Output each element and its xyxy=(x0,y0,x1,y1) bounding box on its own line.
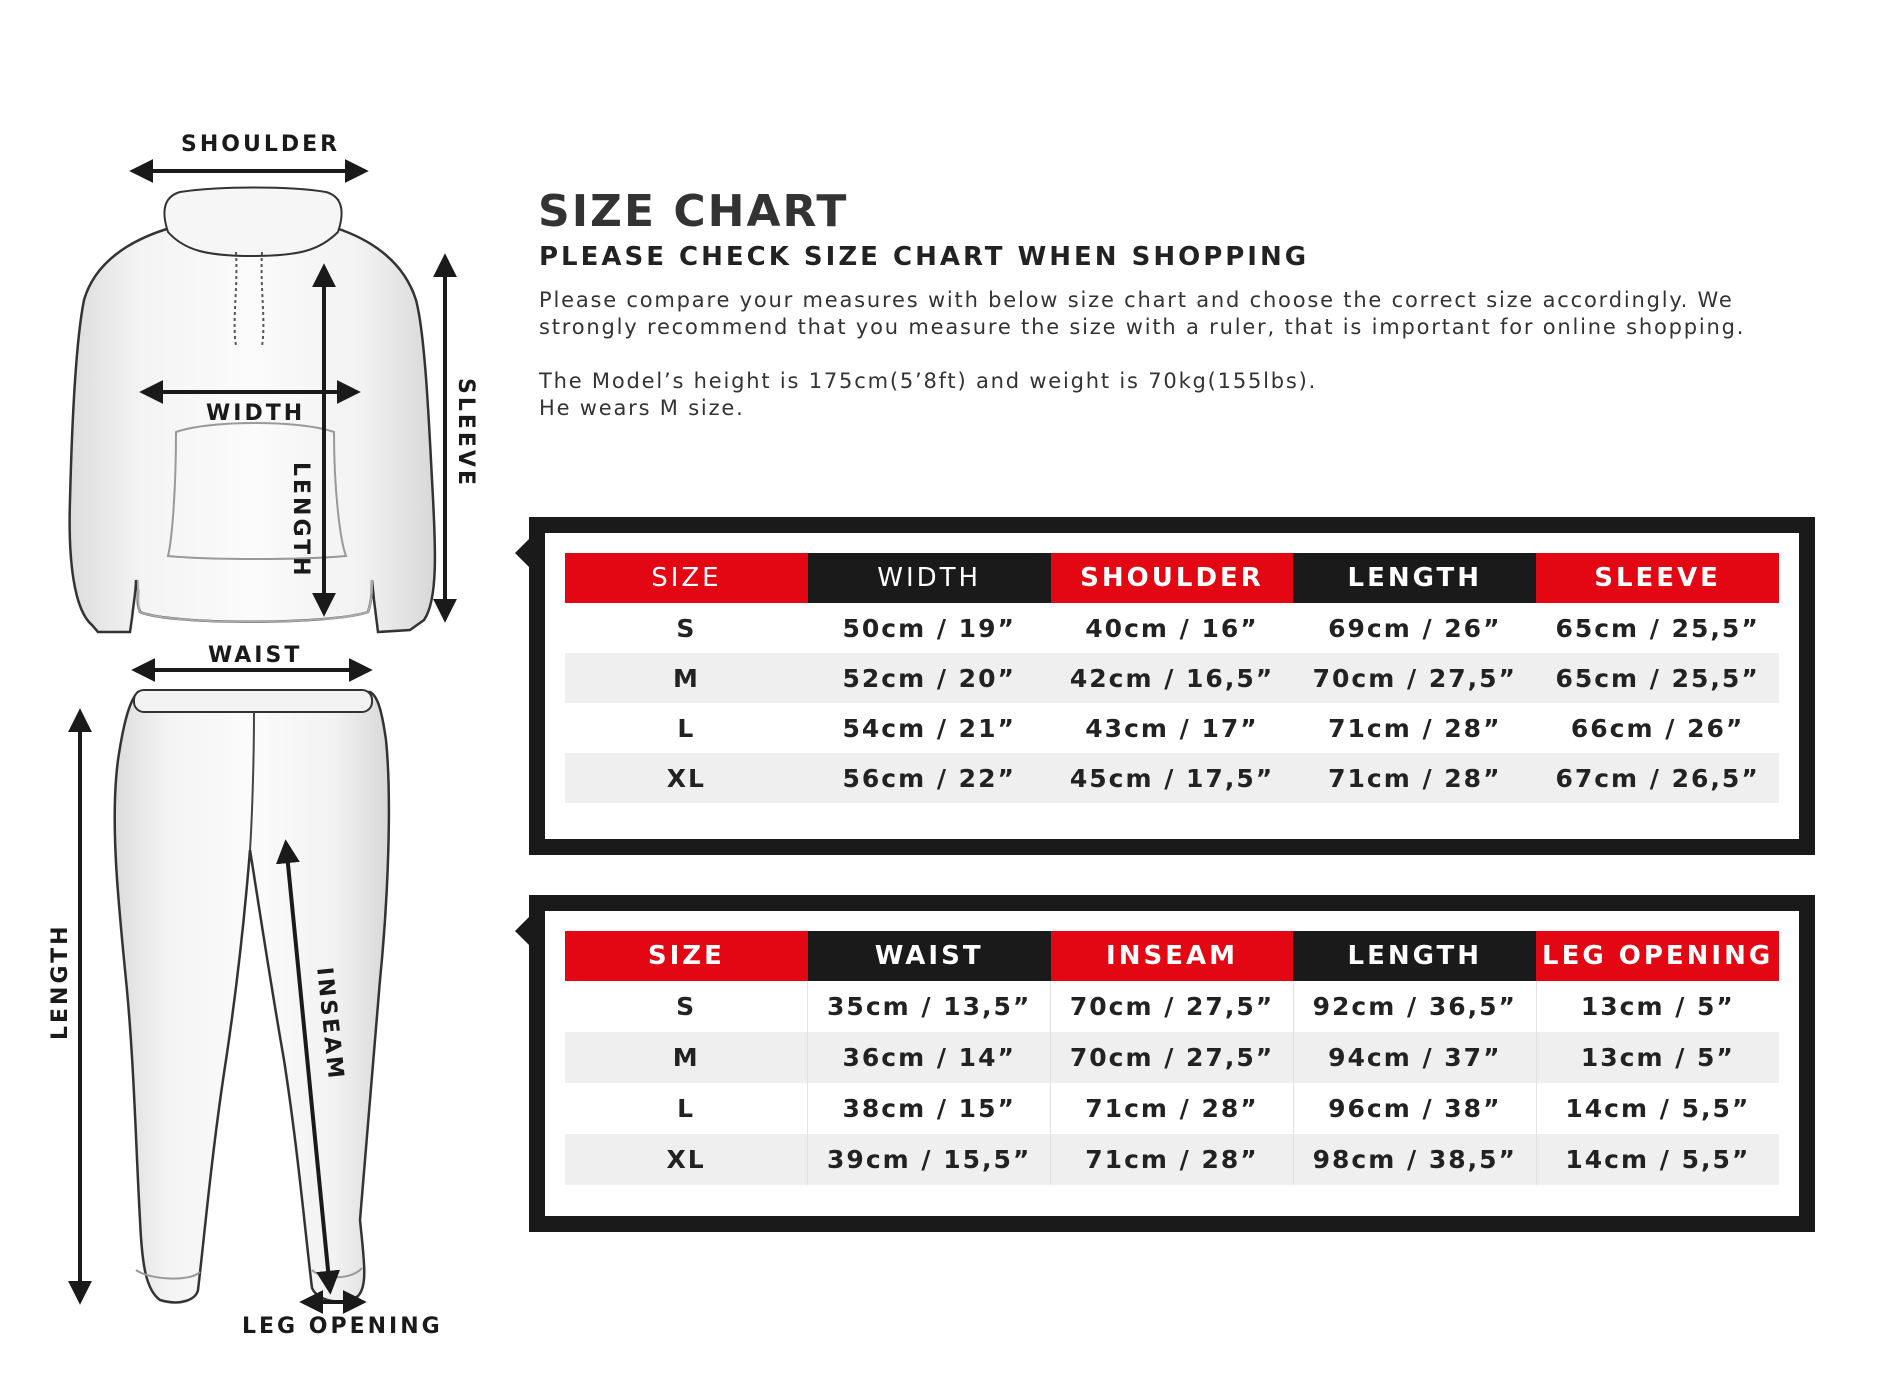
cell-sleeve: 66cm / 26” xyxy=(1570,713,1745,743)
cell-inseam: 70cm / 27,5” xyxy=(1051,981,1294,1032)
cell-length: 69cm / 26” xyxy=(1328,613,1502,643)
cell-length: 94cm / 37” xyxy=(1293,1032,1536,1083)
page-title: SIZE CHART xyxy=(538,186,849,237)
cell-size: L xyxy=(677,1094,696,1123)
shoulder-label: SHOULDER xyxy=(181,132,341,157)
cell-size: XL xyxy=(565,753,808,803)
col-header-waist: WAIST xyxy=(808,931,1051,981)
cell-width: 56cm / 22” xyxy=(808,753,1051,803)
jogger-pants-illustration xyxy=(115,690,389,1302)
cell-length: 70cm / 27,5” xyxy=(1293,653,1536,703)
table-row xyxy=(565,753,1779,803)
cell-size: S xyxy=(676,613,697,643)
col-header-length: LENGTH xyxy=(1293,931,1536,981)
cell-leg-opening: 13cm / 5” xyxy=(1536,981,1779,1032)
cell-inseam: 71cm / 28” xyxy=(1051,1083,1294,1134)
cell-waist: 36cm / 14” xyxy=(808,1032,1051,1083)
cell-size: S xyxy=(676,992,697,1021)
pants-size-table xyxy=(565,931,1779,1185)
model-line-2: He wears M size. xyxy=(539,396,745,420)
table-header-row xyxy=(565,931,1779,981)
cell-leg-opening: 13cm / 5” xyxy=(1536,1032,1779,1083)
cell-shoulder: 40cm / 16” xyxy=(1085,613,1259,643)
cell-waist: 35cm / 13,5” xyxy=(808,981,1051,1032)
cell-size: XL xyxy=(565,1134,808,1185)
cell-size: L xyxy=(677,713,696,743)
page-subtitle: PLEASE CHECK SIZE CHART WHEN SHOPPING xyxy=(539,242,1310,272)
model-info xyxy=(539,368,1839,422)
cell-width: 50cm / 19” xyxy=(842,613,1016,643)
col-header-sleeve: SLEEVE xyxy=(1536,553,1779,603)
cell-length: 92cm / 36,5” xyxy=(1293,981,1536,1032)
table-row xyxy=(565,653,1779,703)
cell-length: 98cm / 38,5” xyxy=(1293,1134,1536,1185)
cell-length: 71cm / 28” xyxy=(1328,713,1502,743)
pants-length-label: LENGTH xyxy=(48,923,73,1040)
hoodie-size-table xyxy=(565,553,1779,803)
cell-sleeve: 67cm / 26,5” xyxy=(1536,753,1779,803)
cell-length: 96cm / 38” xyxy=(1293,1083,1536,1134)
cell-width: 52cm / 20” xyxy=(808,653,1051,703)
col-header-inseam: INSEAM xyxy=(1051,931,1294,981)
table-row xyxy=(565,603,1779,653)
cell-shoulder: 42cm / 16,5” xyxy=(1051,653,1294,703)
table-header-row xyxy=(565,553,1779,603)
col-header-shoulder: SHOULDER xyxy=(1051,553,1294,603)
garment-drawing xyxy=(0,0,520,1397)
cell-width: 54cm / 21” xyxy=(842,713,1016,743)
cell-leg-opening: 14cm / 5,5” xyxy=(1536,1134,1779,1185)
cell-inseam: 70cm / 27,5” xyxy=(1051,1032,1294,1083)
cell-size: M xyxy=(565,1032,808,1083)
width-label: WIDTH xyxy=(206,401,306,426)
cell-size: M xyxy=(565,653,808,703)
table-row xyxy=(565,981,1779,1032)
model-line-1: The Model’s height is 175cm(5’8ft) and weight is 70kg(155lbs). xyxy=(539,369,1318,393)
table-row xyxy=(565,1083,1779,1134)
col-header-size: SIZE xyxy=(565,553,808,603)
cell-waist: 39cm / 15,5” xyxy=(808,1134,1051,1185)
cell-inseam: 71cm / 28” xyxy=(1051,1134,1294,1185)
table-row xyxy=(565,1032,1779,1083)
cell-leg-opening: 14cm / 5,5” xyxy=(1536,1083,1779,1134)
pants-size-table-frame xyxy=(529,895,1815,1232)
col-header-size: SIZE xyxy=(565,931,808,981)
col-header-length: LENGTH xyxy=(1293,553,1536,603)
cell-waist: 38cm / 15” xyxy=(808,1083,1051,1134)
cell-shoulder: 45cm / 17,5” xyxy=(1051,753,1294,803)
cell-sleeve: 65cm / 25,5” xyxy=(1555,613,1760,643)
hoodie-length-label: LENGTH xyxy=(288,462,313,579)
table-row xyxy=(565,1134,1779,1185)
inseam-label: INSEAM xyxy=(311,966,348,1083)
sleeve-label: SLEEVE xyxy=(453,378,478,488)
waist-label: WAIST xyxy=(208,643,303,668)
col-header-width: WIDTH xyxy=(808,553,1051,603)
description xyxy=(539,287,1839,422)
description-paragraph: Please compare your measures with below size chart and choose the correct size accordingly. We strongly recommend that you measure the size with a ruler, that is important for online shopping. xyxy=(539,288,1746,339)
garment-illustration xyxy=(0,0,520,1397)
cell-sleeve: 65cm / 25,5” xyxy=(1536,653,1779,703)
cell-shoulder: 43cm / 17” xyxy=(1085,713,1259,743)
table-row xyxy=(565,703,1779,753)
col-header-leg-opening: LEG OPENING xyxy=(1536,931,1779,981)
cell-length: 71cm / 28” xyxy=(1293,753,1536,803)
leg-opening-label: LEG OPENING xyxy=(242,1314,443,1339)
hoodie-size-table-frame xyxy=(529,517,1815,855)
